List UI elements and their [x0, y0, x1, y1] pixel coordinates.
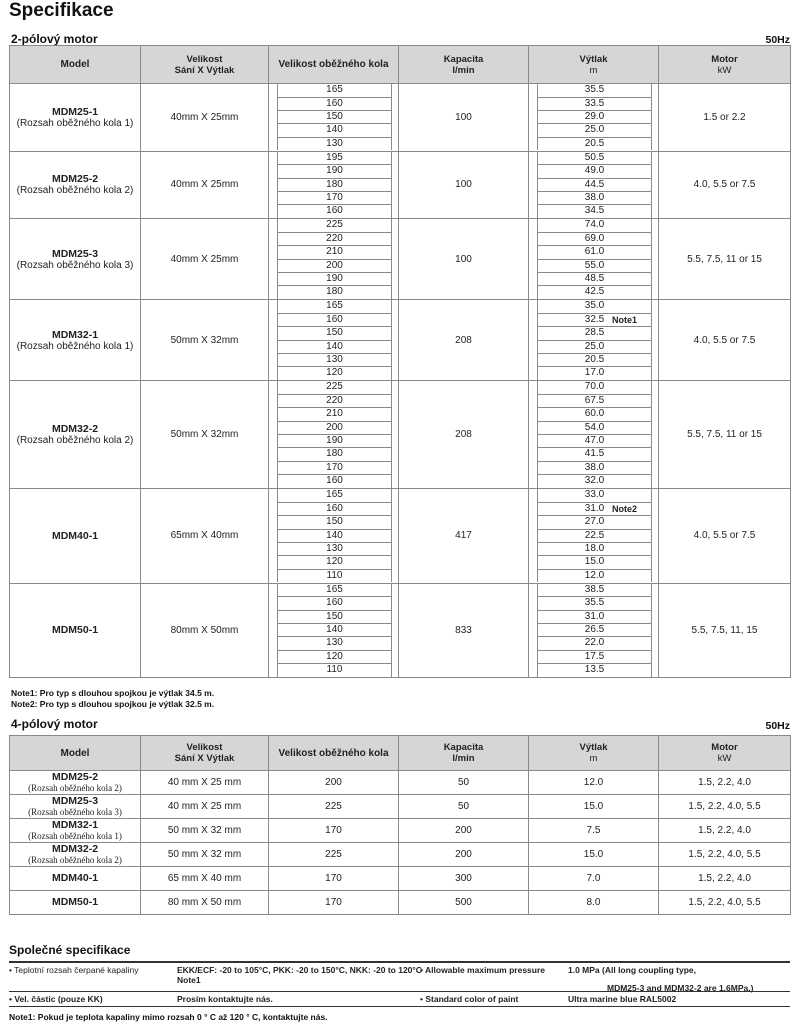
- impeller-value: 110: [326, 664, 343, 676]
- impeller-value: 165: [278, 300, 391, 313]
- motor-cell: 4.0, 5.5 or 7.5: [659, 151, 791, 219]
- col-header-motor: Motor kW: [659, 736, 791, 771]
- model-name: MDM40-1: [51, 529, 99, 542]
- table-row: [10, 381, 791, 489]
- impeller-value: 220: [278, 395, 391, 408]
- impeller-cell: [269, 84, 399, 152]
- model-cell: [10, 381, 141, 489]
- section-4pole-heading: 4-pólový motor: [11, 717, 98, 731]
- impeller-value: 165: [278, 84, 391, 97]
- temp-note: Note1: [177, 975, 201, 985]
- model-name: MDM40-1: [51, 872, 99, 884]
- head-value: 12.0: [584, 569, 605, 581]
- impeller-value: 200: [278, 260, 391, 273]
- model-cell: [10, 84, 141, 152]
- capacity-cell: 200: [399, 843, 529, 867]
- impeller-cell: [269, 219, 399, 300]
- head-value: 50.5: [538, 152, 651, 165]
- model-cell: [10, 219, 141, 300]
- impeller-value: 150: [278, 111, 391, 124]
- size-cell: 40mm X 25mm: [141, 219, 269, 300]
- head-value: 61.0: [538, 246, 651, 259]
- capacity-cell: 208: [399, 300, 529, 381]
- impeller-value: 190: [278, 273, 391, 286]
- col-header-model: Model: [10, 736, 141, 771]
- head-value: 20.5: [584, 137, 605, 149]
- head-value: 15.0: [538, 556, 651, 569]
- impeller-value: 160: [278, 503, 391, 516]
- table-row: [10, 771, 791, 795]
- head-value: 33.0: [538, 489, 651, 502]
- impeller-value: 160: [326, 475, 343, 487]
- impeller-value: 180: [326, 286, 343, 298]
- size-cell: 65 mm X 40 mm: [141, 867, 269, 891]
- impeller-cell: [269, 151, 399, 219]
- paint-value: Ultra marine blue RAL5002: [568, 994, 677, 1004]
- temp-value: EKK/ECF: -20 to 105°C, PKK: -20 to 150°C, NKK: -20 to 120°C: [177, 965, 422, 975]
- table-row: [10, 84, 791, 152]
- capacity-cell: 50: [399, 771, 529, 795]
- impeller-range: (Rozsah oběžného kola 3): [16, 259, 134, 271]
- head-value: 32.0: [584, 475, 605, 487]
- impeller-value: 160: [326, 205, 343, 217]
- motor-cell: 5.5, 7.5, 11 or 15: [659, 381, 791, 489]
- impeller-value: 190: [278, 165, 391, 178]
- impeller-value: 200: [278, 422, 391, 435]
- model-cell: [10, 795, 141, 819]
- impeller-value: 140: [278, 124, 391, 137]
- impeller-value: 130: [278, 354, 391, 367]
- particle-value: Prosím kontaktujte nás.: [177, 994, 273, 1004]
- table-row: [10, 867, 791, 891]
- size-cell: 50 mm X 32 mm: [141, 843, 269, 867]
- particle-label: • Vel. částic (pouze KK): [9, 994, 103, 1004]
- capacity-cell: 500: [399, 891, 529, 915]
- impeller-cell: 170: [269, 891, 399, 915]
- impeller-value: 130: [278, 637, 391, 650]
- head-cell: [529, 219, 659, 300]
- impeller-value: 165: [278, 489, 391, 502]
- col-header-size: Velikost Sání X Výtlak: [141, 46, 269, 84]
- col-header-motor: Motor kW: [659, 46, 791, 84]
- impeller-cell: 225: [269, 843, 399, 867]
- impeller-value: 190: [278, 435, 391, 448]
- note-2: Note2: Pro typ s dlouhou spojkou je výtlak 32.5 m.: [11, 699, 215, 709]
- capacity-cell: 100: [399, 219, 529, 300]
- capacity-cell: 300: [399, 867, 529, 891]
- motor-cell: 1.5, 2.2, 4.0: [659, 819, 791, 843]
- impeller-cell: [269, 489, 399, 584]
- size-cell: 80 mm X 50 mm: [141, 891, 269, 915]
- size-cell: 80mm X 50mm: [141, 583, 269, 678]
- motor-cell: 4.0, 5.5 or 7.5: [659, 489, 791, 584]
- impeller-value: 170: [278, 462, 391, 475]
- impeller-value: 130: [278, 543, 391, 556]
- model-name: MDM32-1: [51, 819, 99, 831]
- impeller-value: 160: [278, 98, 391, 111]
- model-name: MDM25-1: [51, 105, 99, 118]
- head-value: 49.0: [538, 165, 651, 178]
- model-cell: [10, 891, 141, 915]
- motor-cell: 1.5, 2.2, 4.0: [659, 867, 791, 891]
- model-cell: [10, 489, 141, 584]
- table-row: [10, 300, 791, 381]
- head-value: 18.0: [538, 543, 651, 556]
- head-value: 17.0: [584, 367, 605, 379]
- impeller-value: 225: [278, 381, 391, 394]
- impeller-value: 170: [278, 192, 391, 205]
- capacity-cell: 208: [399, 381, 529, 489]
- table-row: [10, 795, 791, 819]
- table-row: [10, 151, 791, 219]
- col-header-size: Velikost Sání X Výtlak: [141, 736, 269, 771]
- impeller-cell: [269, 583, 399, 678]
- head-value: 28.5: [538, 327, 651, 340]
- model-name: MDM50-1: [51, 624, 99, 637]
- motor-cell: 4.0, 5.5 or 7.5: [659, 300, 791, 381]
- model-name: MDM32-2: [51, 843, 99, 855]
- head-value: 13.5: [584, 664, 605, 676]
- size-cell: 40mm X 25mm: [141, 84, 269, 152]
- impeller-value: 180: [278, 179, 391, 192]
- head-value: 60.0: [538, 408, 651, 421]
- impeller-value: 150: [278, 611, 391, 624]
- head-value: 22.0: [538, 637, 651, 650]
- head-value: 41.5: [538, 448, 651, 461]
- table-row: [10, 219, 791, 300]
- impeller-range: (Rozsah oběžného kola 1): [16, 117, 134, 129]
- note-tag: Note1: [611, 314, 637, 325]
- head-cell: [529, 151, 659, 219]
- model-name: MDM25-3: [51, 795, 99, 807]
- col-header-head: Výtlak m: [529, 736, 659, 771]
- table-row: [10, 583, 791, 678]
- motor-cell: 1.5, 2.2, 4.0: [659, 771, 791, 795]
- capacity-cell: 417: [399, 489, 529, 584]
- head-value: 70.0: [538, 381, 651, 394]
- impeller-value: 150: [278, 327, 391, 340]
- head-value: 42.5: [584, 286, 605, 298]
- head-value: 48.5: [538, 273, 651, 286]
- head-value: 35.5: [538, 84, 651, 97]
- impeller-cell: [269, 381, 399, 489]
- impeller-value: 120: [326, 367, 343, 379]
- capacity-cell: 200: [399, 819, 529, 843]
- head-value: 20.5: [538, 354, 651, 367]
- note-1: Note1: Pro typ s dlouhou spojkou je výtlak 34.5 m.: [11, 688, 215, 698]
- head-value: 38.5: [538, 584, 651, 597]
- col-header-capacity: Kapacita l/min: [399, 736, 529, 771]
- head-value: 33.5: [538, 98, 651, 111]
- impeller-range: (Rozsah oběžného kola 2): [16, 185, 134, 197]
- size-cell: 40mm X 25mm: [141, 151, 269, 219]
- model-cell: [10, 151, 141, 219]
- impeller-value: 160: [278, 597, 391, 610]
- impeller-value: 180: [278, 448, 391, 461]
- head-cell: [529, 583, 659, 678]
- impeller-value: 150: [278, 516, 391, 529]
- head-value: 69.0: [538, 233, 651, 246]
- model-cell: [10, 843, 141, 867]
- impeller-value: 225: [278, 219, 391, 232]
- size-cell: 40 mm X 25 mm: [141, 771, 269, 795]
- size-cell: 50mm X 32mm: [141, 300, 269, 381]
- model-cell: [10, 583, 141, 678]
- head-value: 29.0: [538, 111, 651, 124]
- impeller-range: (Rozsah oběžného kola 3): [28, 807, 122, 817]
- impeller-value: 140: [278, 530, 391, 543]
- impeller-value: 210: [278, 246, 391, 259]
- head-cell: [529, 381, 659, 489]
- head-cell: 12.0: [529, 771, 659, 795]
- impeller-value: 140: [278, 624, 391, 637]
- impeller-value: 160: [278, 314, 391, 327]
- head-value: 31.0: [538, 611, 651, 624]
- model-name: MDM32-1: [51, 328, 99, 341]
- motor-cell: 1.5 or 2.2: [659, 84, 791, 152]
- model-name: MDM32-2: [51, 423, 99, 435]
- capacity-cell: 833: [399, 583, 529, 678]
- table-row: [10, 819, 791, 843]
- head-value: 35.0: [538, 300, 651, 313]
- capacity-cell: 100: [399, 84, 529, 152]
- head-value: 44.5: [538, 179, 651, 192]
- head-cell: [529, 300, 659, 381]
- head-cell: [529, 489, 659, 584]
- impeller-value: 210: [278, 408, 391, 421]
- head-value: 25.0: [538, 341, 651, 354]
- head-cell: 15.0: [529, 795, 659, 819]
- motor-cell: 1.5, 2.2, 4.0, 5.5: [659, 843, 791, 867]
- impeller-range: (Rozsah oběžného kola 2): [16, 435, 134, 446]
- impeller-value: 120: [278, 556, 391, 569]
- head-value: 34.5: [584, 205, 605, 217]
- head-value: 25.0: [538, 124, 651, 137]
- model-cell: [10, 771, 141, 795]
- head-value: 22.5: [538, 530, 651, 543]
- motor-cell: 1.5, 2.2, 4.0, 5.5: [659, 795, 791, 819]
- footnote: Note1: Pokud je teplota kapaliny mimo rozsah 0 ° C až 120 ° C, kontaktujte nás.: [9, 1012, 328, 1022]
- model-cell: [10, 300, 141, 381]
- note-tag: Note2: [611, 503, 637, 514]
- head-cell: 7.5: [529, 819, 659, 843]
- impeller-value: 130: [326, 137, 343, 149]
- impeller-cell: 170: [269, 867, 399, 891]
- table-row: [10, 489, 791, 584]
- page-title: Specifikace: [9, 0, 114, 21]
- head-value: 32.5 Note1: [538, 314, 651, 327]
- impeller-cell: 200: [269, 771, 399, 795]
- pressure-value: 1.0 MPa (All long coupling type,: [568, 965, 696, 975]
- impeller-range: (Rozsah oběžného kola 1): [16, 340, 134, 352]
- head-value: 74.0: [538, 219, 651, 232]
- col-header-head: Výtlak m: [529, 46, 659, 84]
- head-cell: 15.0: [529, 843, 659, 867]
- spec-table-4pole: [9, 735, 791, 915]
- impeller-range: (Rozsah oběžného kola 2): [28, 783, 122, 793]
- spec-table-2pole: [9, 45, 791, 678]
- impeller-range: (Rozsah oběžného kola 2): [28, 855, 122, 865]
- section-2pole-frequency: 50Hz: [765, 34, 790, 46]
- head-cell: 7.0: [529, 867, 659, 891]
- model-cell: [10, 867, 141, 891]
- head-value: 54.0: [538, 422, 651, 435]
- impeller-value: 165: [278, 584, 391, 597]
- notes-2pole: [11, 688, 214, 710]
- size-cell: 50 mm X 32 mm: [141, 819, 269, 843]
- col-header-capacity: Kapacita l/min: [399, 46, 529, 84]
- common-specs-heading: Společné specifikace: [9, 943, 131, 957]
- impeller-value: 120: [278, 651, 391, 664]
- head-value: 31.0 Note2: [538, 503, 651, 516]
- impeller-value: 220: [278, 233, 391, 246]
- capacity-cell: 50: [399, 795, 529, 819]
- pressure-label: • Allowable maximum pressure: [420, 965, 546, 975]
- motor-cell: 5.5, 7.5, 11 or 15: [659, 219, 791, 300]
- paint-label: • Standard color of paint: [420, 994, 519, 1004]
- head-cell: [529, 84, 659, 152]
- head-value: 67.5: [538, 395, 651, 408]
- temp-label: • Teplotní rozsah čerpané kapaliny: [9, 965, 139, 975]
- head-value: 47.0: [538, 435, 651, 448]
- divider: [9, 961, 790, 963]
- size-cell: 65mm X 40mm: [141, 489, 269, 584]
- table-row: [10, 891, 791, 915]
- head-value: 27.0: [538, 516, 651, 529]
- model-name: MDM50-1: [51, 896, 99, 908]
- impeller-value: 195: [278, 152, 391, 165]
- motor-cell: 1.5, 2.2, 4.0, 5.5: [659, 891, 791, 915]
- col-header-impeller: Velikost oběžného kola: [269, 46, 399, 84]
- divider: [9, 1006, 790, 1007]
- head-value: 35.5: [538, 597, 651, 610]
- impeller-cell: [269, 300, 399, 381]
- head-cell: 8.0: [529, 891, 659, 915]
- impeller-cell: 225: [269, 795, 399, 819]
- impeller-cell: 170: [269, 819, 399, 843]
- head-value: 17.5: [538, 651, 651, 664]
- section-4pole-frequency: 50Hz: [765, 720, 790, 732]
- motor-cell: 5.5, 7.5, 11, 15: [659, 583, 791, 678]
- size-cell: 40 mm X 25 mm: [141, 795, 269, 819]
- impeller-value: 110: [326, 569, 343, 581]
- divider: [9, 991, 790, 992]
- model-cell: [10, 819, 141, 843]
- capacity-cell: 100: [399, 151, 529, 219]
- col-header-model: Model: [10, 46, 141, 84]
- size-cell: 50mm X 32mm: [141, 381, 269, 489]
- model-name: MDM25-2: [51, 173, 99, 186]
- head-value: 55.0: [538, 260, 651, 273]
- section-2pole-heading: 2-pólový motor: [11, 32, 98, 46]
- impeller-value: 140: [278, 341, 391, 354]
- head-value: 26.5: [538, 624, 651, 637]
- model-name: MDM25-3: [51, 247, 99, 260]
- head-value: 38.0: [538, 192, 651, 205]
- pressure-value-2: MDM25-3 and MDM32-2 are 1.6MPa.): [607, 983, 754, 993]
- head-value: 38.0: [538, 462, 651, 475]
- impeller-range: (Rozsah oběžného kola 1): [28, 831, 122, 841]
- model-name: MDM25-2: [51, 771, 99, 783]
- col-header-impeller: Velikost oběžného kola: [269, 736, 399, 771]
- table-row: [10, 843, 791, 867]
